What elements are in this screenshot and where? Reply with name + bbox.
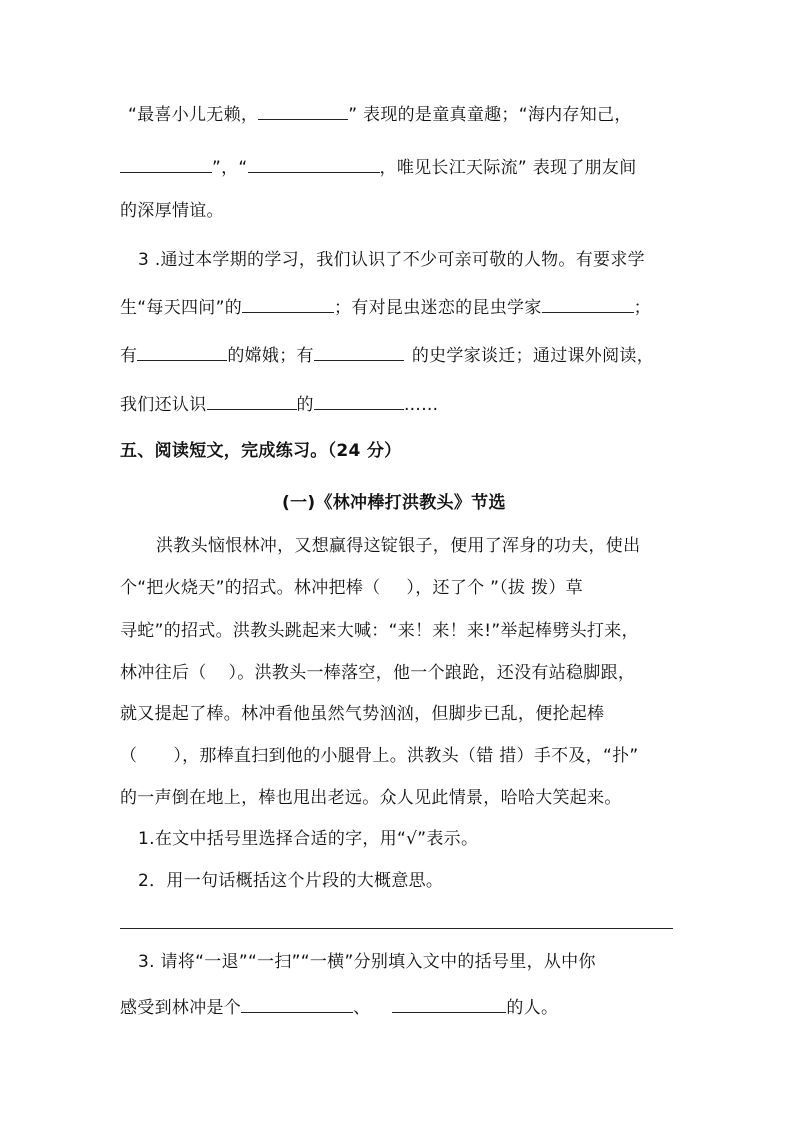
- answer-blank[interactable]: [241, 996, 353, 1013]
- text: 生“每天四问”的: [120, 298, 243, 318]
- answer-blank[interactable]: [314, 393, 404, 410]
- text: 的嫦娥；有: [227, 346, 314, 366]
- text: 感受到林冲是个: [120, 998, 242, 1018]
- text: ；有对昆虫迷恋的昆虫学家: [334, 298, 542, 318]
- answer-line[interactable]: [120, 928, 673, 929]
- passage-line-5: 就又提起了棒。林冲看他虽然气势汹汹，但脚步已乱，便抡起棒: [120, 704, 605, 724]
- text: “最喜小儿无赖，: [128, 105, 259, 125]
- q3-people-line-1: 3 .通过本学期的学习，我们认识了不少可亲可敬的人物。有要求学: [138, 250, 645, 270]
- poem-line-3: 的深厚情谊。: [120, 201, 224, 221]
- text: ），那棒直扫到他的小腿骨上。洪教头（错 措）手不及，“扑”: [173, 746, 639, 766]
- question-2: 2．用一句话概括这个片段的大概意思。: [138, 871, 444, 891]
- text: 的史学家谈迁；通过课外阅读，: [411, 346, 655, 366]
- answer-blank[interactable]: [207, 393, 297, 410]
- text: ，唯见长江天际流” 表现了朋友间: [379, 158, 637, 178]
- passage-line-7: 的一声倒在地上，棒也甩出老远。众人见此情景，哈哈大笑起来。: [120, 788, 622, 808]
- text: ”，“: [212, 158, 248, 178]
- text: ……: [403, 395, 439, 415]
- question-3-line-1: 3. 请将“一退”“一扫”“一横”分别填入文中的括号里，从中你: [138, 952, 596, 972]
- text: 的人。: [506, 998, 559, 1018]
- passage-line-4: [120, 662, 635, 684]
- text: ），还了个 ”（拔 拨）草: [406, 578, 583, 598]
- text: 林冲往后（: [120, 663, 207, 683]
- q3-people-line-3: [120, 344, 654, 367]
- passage-title: (一)《林冲棒打洪教头》节选: [282, 493, 506, 513]
- passage-line-1: 洪教头恼恨林冲，又想赢得这锭银子，便用了浑身的功夫，使出: [156, 536, 641, 556]
- text: ；: [633, 298, 651, 318]
- answer-blank[interactable]: [392, 996, 506, 1013]
- text: （: [120, 746, 138, 766]
- q3-people-line-2: [120, 296, 651, 319]
- question-3-line-2: [120, 996, 558, 1019]
- answer-blank[interactable]: [137, 344, 227, 361]
- passage-line-2: [120, 577, 583, 599]
- answer-blank[interactable]: [120, 156, 212, 173]
- answer-blank[interactable]: [258, 103, 348, 120]
- passage-line-6: [120, 745, 639, 767]
- passage-line-3: 寻蛇”的招式。洪教头跳起来大喊：“来！来！来!”举起棒劈头打来，: [120, 621, 639, 641]
- text: 个“把火烧天”的招式。林冲把棒（: [120, 578, 381, 598]
- section-heading: 五、阅读短文，完成练习。（24 分）: [120, 441, 402, 461]
- answer-blank[interactable]: [314, 344, 404, 361]
- q3-people-line-4: [120, 393, 438, 416]
- answer-blank[interactable]: [242, 296, 334, 313]
- poem-line-1: [128, 103, 632, 126]
- question-1: 1.在文中括号里选择合适的字，用“√”表示。: [138, 829, 479, 849]
- text: 、: [353, 998, 371, 1018]
- answer-blank[interactable]: [248, 156, 380, 173]
- poem-line-2: [120, 156, 637, 179]
- text: 我们还认识: [120, 395, 207, 415]
- text: ）。洪教头一棒落空，他一个踉跄，还没有站稳脚跟，: [228, 663, 636, 683]
- text: ” 表现的是童真童趣；“海内存知己，: [348, 105, 632, 125]
- answer-blank[interactable]: [542, 296, 634, 313]
- text: 有: [120, 346, 138, 366]
- text: 的: [296, 395, 314, 415]
